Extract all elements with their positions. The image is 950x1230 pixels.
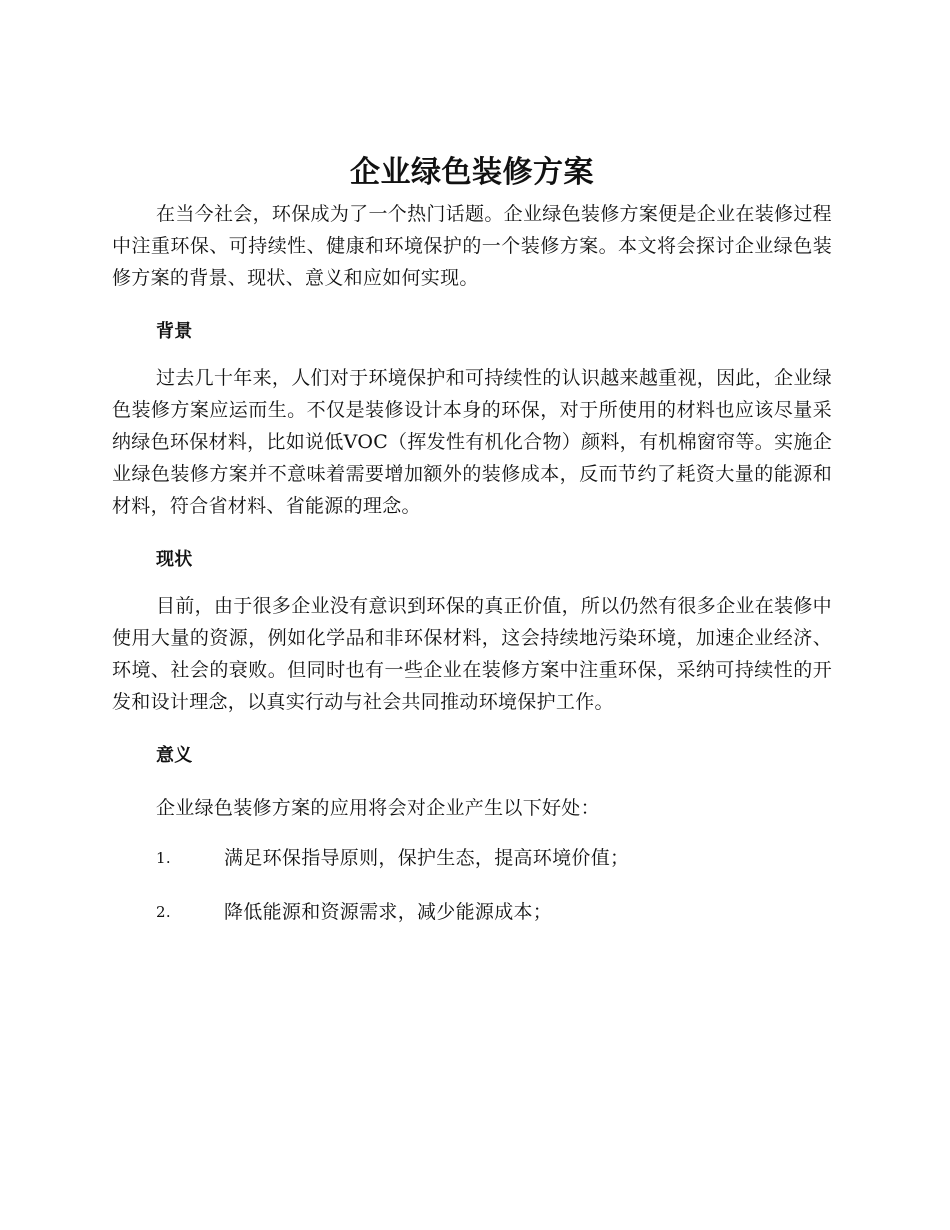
benefits-list [112, 842, 832, 950]
intro-paragraph: 在当今社会，环保成为了一个热门话题。企业绿色装修方案便是企业在装修过程中注重环保、可持续性、健康和环境保护的一个装修方案。本文将会探讨企业绿色装修方案的背景、现状、意义和应如何实现。 [112, 203, 832, 289]
section-heading-significance: 意义 [156, 745, 193, 766]
document-page [112, 148, 832, 950]
section-heading-background: 背景 [156, 321, 193, 342]
document-title: 企业绿色装修方案 [350, 155, 594, 190]
section-intro-significance: 企业绿色装修方案的应用将会对企业产生以下好处： [156, 797, 600, 819]
section-text-background: 过去几十年来，人们对于环境保护和可持续性的认识越来越重视，因此，企业绿色装修方案应运而生。不仅是装修设计本身的环保，对于所使用的材料也应该尽量采纳绿色环保材料，比如说低VOC（挥发性有机化合物）颜料，有机棉窗帘等。实施企业绿色装修方案并不意味着需要增加额外的装修成本，反而节约了耗资大量的能源和材料，符合省材料、省能源的理念。 [112, 367, 832, 517]
section-text-status: 目前，由于很多企业没有意识到环保的真正价值，所以仍然有很多企业在装修中使用大量的资源，例如化学品和非环保材料，这会持续地污染环境，加速企业经济、环境、社会的衰败。但同时也有一些企业在装修方案中注重环保，采纳可持续性的开发和设计理念，以真实行动与社会共同推动环境保护工作。 [112, 595, 832, 713]
list-item-text: 降低能源和资源需求，减少能源成本； [224, 901, 553, 923]
list-item-text: 满足环保指导原则，保护生态，提高环境价值； [224, 847, 630, 869]
section-heading-status: 现状 [156, 549, 193, 570]
list-item-number: 1. [156, 849, 171, 867]
list-item [112, 896, 832, 950]
list-item [112, 842, 832, 896]
list-item-number: 2. [156, 903, 171, 921]
